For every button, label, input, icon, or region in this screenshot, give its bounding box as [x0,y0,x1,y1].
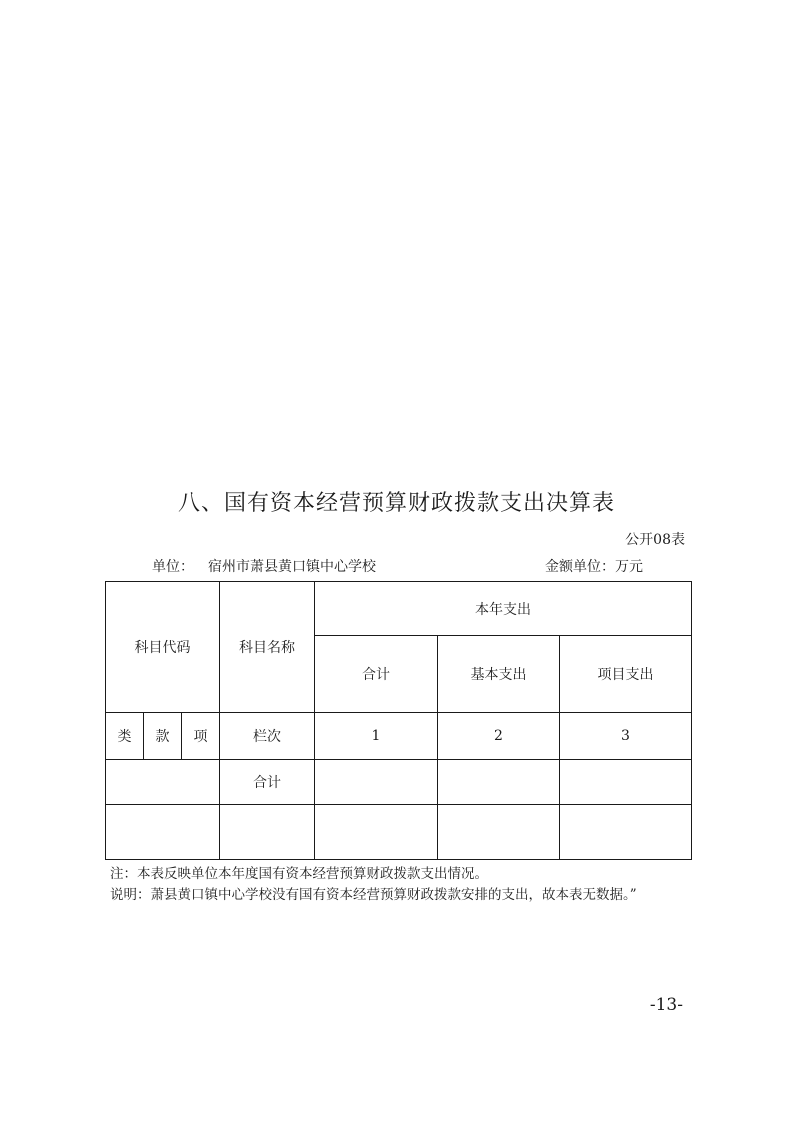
header-year-expense: 本年支出 [315,582,692,636]
header-subject-code: 科目代码 [106,582,220,713]
col-no-2: 2 [438,713,560,760]
amount-unit: 金额单位：万元 [545,559,643,575]
total-label: 合计 [220,760,315,805]
header-subject-name: 科目名称 [220,582,315,713]
empty-code-cell [106,805,220,860]
col-section: 款 [144,713,182,760]
total-value [315,760,438,805]
table-header-row-1 [106,582,692,636]
total-basic-value [438,760,560,805]
empty-project-cell [560,805,692,860]
header-project-expense: 项目支出 [560,636,692,713]
page-number: -13- [649,995,683,1015]
col-item: 项 [182,713,220,760]
header-basic-expense: 基本支出 [438,636,560,713]
empty-total-cell [315,805,438,860]
unit-line [152,556,376,576]
unit-value: 宿州市萧县黄口镇中心学校 [208,559,376,575]
col-column-no: 栏次 [220,713,315,760]
expense-table [105,581,692,860]
explanation-line: 说明：萧县黄口镇中心学校没有国有资本经营预算财政拨款安排的支出，故本表无数据。” [110,887,637,903]
note-line: 注：本表反映单位本年度国有资本经营预算财政拨款支出情况。 [110,866,488,882]
empty-basic-cell [438,805,560,860]
form-number: 公开08表 [625,532,685,548]
total-code-cell [106,760,220,805]
notes [110,864,637,906]
col-no-1: 1 [315,713,438,760]
col-no-3: 3 [560,713,692,760]
total-project-value [560,760,692,805]
table-total-row [106,760,692,805]
empty-name-cell [220,805,315,860]
unit-label: 单位： [152,559,194,575]
table-column-number-row [106,713,692,760]
header-total: 合计 [315,636,438,713]
table-empty-row [106,805,692,860]
col-class: 类 [106,713,144,760]
page-title: 八、国有资本经营预算财政拨款支出决算表 [177,491,615,516]
